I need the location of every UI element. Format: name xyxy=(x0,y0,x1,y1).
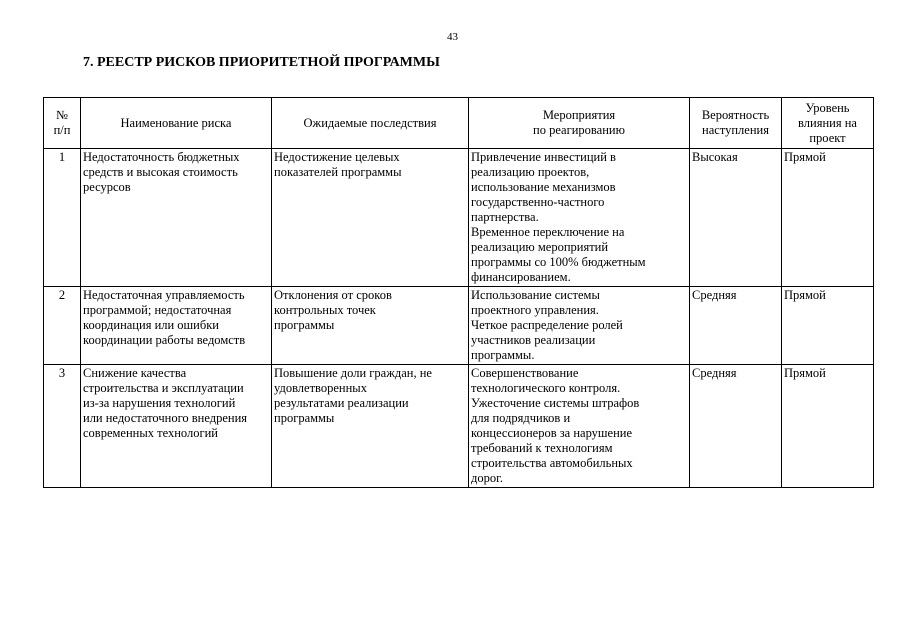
cell-text-line: Совершенствование xyxy=(471,366,579,380)
section-title: 7. РЕЕСТР РИСКОВ ПРИОРИТЕТНОЙ ПРОГРАММЫ xyxy=(83,55,440,70)
cell-text-line: средств и высокая стоимость xyxy=(83,165,238,179)
cell-text-line: участников реализации xyxy=(471,333,596,347)
cell-text-line: финансированием. xyxy=(471,270,571,284)
probability-cell: Средняя xyxy=(690,365,782,488)
cell-text-line: Мероприятия xyxy=(542,108,616,122)
cell-text-line: проектного управления. xyxy=(471,303,599,317)
cell-text-line: реализацию мероприятий xyxy=(471,240,609,254)
header-measures xyxy=(469,98,690,149)
cell-text-line: строительства и эксплуатации xyxy=(83,381,244,395)
measures-cell xyxy=(469,365,690,488)
cell-text-line: п/п xyxy=(53,123,71,137)
cell-text-line: программы. xyxy=(471,348,535,362)
cell-text-line: программы xyxy=(274,411,335,425)
impact-cell: Прямой xyxy=(782,287,874,365)
cell-text-line: наступления xyxy=(702,123,769,137)
cell-text-line: партнерства. xyxy=(471,210,539,224)
cell-text-line: удовлетворенных xyxy=(274,381,367,395)
cell-text-line: из-за нарушения технологий xyxy=(83,396,236,410)
cell-text-line: для подрядчиков и xyxy=(471,411,571,425)
cell-text-line: Недостаточная управляемость xyxy=(83,288,245,302)
cell-text-line: Недостаточность бюджетных xyxy=(83,150,240,164)
cell-text-line: № xyxy=(56,108,68,122)
consequences-cell xyxy=(272,365,469,488)
cell-text-line: программой; недостаточная xyxy=(83,303,232,317)
page-number: 43 xyxy=(447,31,458,43)
cell-text-line: Привлечение инвестиций в xyxy=(471,150,616,164)
header-num xyxy=(44,98,81,149)
risk-register-table xyxy=(43,97,874,488)
cell-text-line: Ужесточение системы штрафов xyxy=(471,396,640,410)
measures-cell xyxy=(469,149,690,287)
risk-name-cell xyxy=(81,365,272,488)
row-number: 1 xyxy=(44,149,81,287)
cell-text-line: контрольных точек xyxy=(274,303,376,317)
cell-text-line: программы xyxy=(274,318,335,332)
row-number: 3 xyxy=(44,365,81,488)
header-impact xyxy=(782,98,874,149)
cell-text-line: строительства автомобильных xyxy=(471,456,633,470)
cell-text-line: концессионеров за нарушение xyxy=(471,426,633,440)
cell-text-line: использование механизмов xyxy=(471,180,616,194)
probability-cell: Средняя xyxy=(690,287,782,365)
header-probability xyxy=(690,98,782,149)
cell-text-line: реализацию проектов, xyxy=(471,165,590,179)
cell-text-line: Вероятность xyxy=(701,108,770,122)
cell-text-line: по реагированию xyxy=(533,123,625,137)
impact-cell: Прямой xyxy=(782,149,874,287)
cell-text-line: показателей программы xyxy=(274,165,402,179)
cell-text-line: Повышение доли граждан, не xyxy=(274,366,432,380)
cell-text-line: ресурсов xyxy=(83,180,131,194)
cell-text-line: Временное переключение на xyxy=(471,225,625,239)
cell-text-line: технологического контроля. xyxy=(471,381,621,395)
cell-text-line: требований к технологиям xyxy=(471,441,613,455)
cell-text-line: влияния на xyxy=(798,115,857,130)
cell-text-line: государственно-частного xyxy=(471,195,605,209)
cell-text-line: дорог. xyxy=(471,471,503,485)
cell-text-line: или недостаточного внедрения xyxy=(83,411,248,425)
cell-text-line: Уровень xyxy=(805,100,850,115)
table-row xyxy=(44,287,874,365)
cell-text-line: программы со 100% бюджетным xyxy=(471,255,646,269)
consequences-cell xyxy=(272,287,469,365)
table-row xyxy=(44,149,874,287)
cell-text-line: Четкое распределение ролей xyxy=(471,318,623,332)
cell-text-line: Наименование риска xyxy=(120,115,232,130)
table-row xyxy=(44,365,874,488)
measures-cell xyxy=(469,287,690,365)
cell-text-line: современных технологий xyxy=(83,426,218,440)
header-consequences xyxy=(272,98,469,149)
consequences-cell xyxy=(272,149,469,287)
cell-text-line: Отклонения от сроков xyxy=(274,288,392,302)
probability-cell: Высокая xyxy=(690,149,782,287)
cell-text-line: Ожидаемые последствия xyxy=(303,115,437,130)
cell-text-line: Снижение качества xyxy=(83,366,187,380)
cell-text-line: координация или ошибки xyxy=(83,318,219,332)
cell-text-line: координации работы ведомств xyxy=(83,333,246,347)
table-header-row xyxy=(44,98,874,149)
cell-text-line: результатами реализации xyxy=(274,396,409,410)
risk-name-cell xyxy=(81,287,272,365)
row-number: 2 xyxy=(44,287,81,365)
header-risk-name xyxy=(81,98,272,149)
cell-text-line: проект xyxy=(809,130,846,145)
risk-name-cell xyxy=(81,149,272,287)
impact-cell: Прямой xyxy=(782,365,874,488)
cell-text-line: Недостижение целевых xyxy=(274,150,400,164)
cell-text-line: Использование системы xyxy=(471,288,600,302)
